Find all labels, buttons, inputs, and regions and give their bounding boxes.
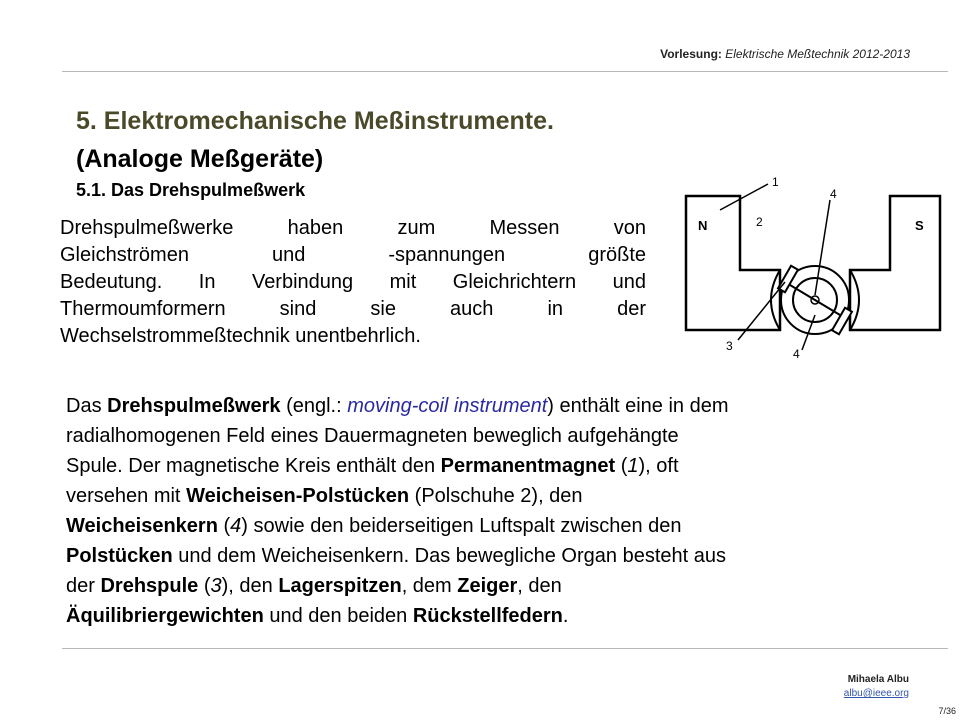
intro-line: Bedeutung. In Verbindung mit Gleichrichtern und <box>60 271 646 293</box>
body-paragraph <box>66 391 956 631</box>
label-1: 1 <box>772 175 779 189</box>
intro-paragraph <box>60 215 646 350</box>
intro-line: Gleichströmen und -spannungen größte <box>60 244 646 266</box>
pole-shoe-left <box>771 270 780 330</box>
body-line: Das Drehspulmeßwerk (engl.: moving-coil instrument) enthält eine in dem <box>66 395 729 417</box>
course-prefix: Vorlesung: <box>660 47 722 61</box>
course-header <box>660 47 910 61</box>
label-4-top: 4 <box>830 187 837 201</box>
label-south: S <box>915 218 924 233</box>
body-line: versehen mit Weicheisen-Polstücken (Polschuhe 2), den <box>66 485 583 507</box>
body-line: radialhomogenen Feld eines Dauermagneten beweglich aufgehängte <box>66 425 679 447</box>
pole-shoe-right <box>850 270 859 330</box>
moving-coil-diagram <box>680 170 950 365</box>
bottom-divider <box>62 648 948 649</box>
section-title: 5.1. Das Drehspulmeßwerk <box>76 180 306 200</box>
author-name: Mihaela Albu <box>847 674 909 685</box>
label-2: 2 <box>756 215 763 229</box>
intro-line: Wechselstrommeßtechnik unentbehrlich. <box>60 325 421 347</box>
label-4-bottom: 4 <box>793 347 800 361</box>
page-title: 5. Elektromechanische Meßinstrumente. <box>76 107 554 135</box>
intro-line: Drehspulmeßwerke haben zum Messen von <box>60 217 646 239</box>
page-title-line2: (Analoge Meßgeräte) <box>76 145 324 173</box>
top-divider <box>62 71 948 72</box>
pole-piece-right <box>850 196 940 330</box>
coil-axis <box>790 285 840 315</box>
page-number: 7/36 <box>938 706 956 716</box>
body-line: Polstücken und dem Weicheisenkern. Das bewegliche Organ besteht aus <box>66 545 726 567</box>
course-name: Elektrische Meßtechnik 2012-2013 <box>725 47 910 61</box>
body-line: Weicheisenkern (4) sowie den beiderseitigen Luftspalt zwischen den <box>66 515 682 537</box>
body-line: der Drehspule (3), den Lagerspitzen, dem Zeiger, den <box>66 575 562 597</box>
label-north: N <box>698 218 708 233</box>
leader-line-4a <box>815 200 830 295</box>
pole-piece-left <box>686 196 780 330</box>
english-term: moving-coil instrument <box>347 395 548 417</box>
body-line: Spule. Der magnetische Kreis enthält den Permanentmagnet (1), oft <box>66 455 679 477</box>
leader-line-3 <box>738 282 785 340</box>
label-3: 3 <box>726 339 733 353</box>
author-email-link[interactable]: albu@ieee.org <box>843 688 909 699</box>
intro-line: Thermoumformern sind sie auch in der <box>60 298 646 320</box>
body-line: Äquilibriergewichten und den beiden Rückstellfedern. <box>66 605 569 627</box>
